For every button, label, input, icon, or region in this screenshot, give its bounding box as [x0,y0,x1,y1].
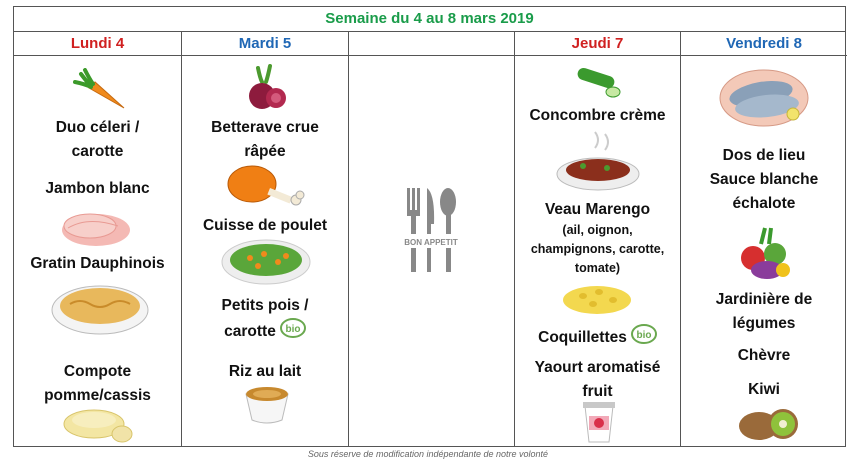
dish-side-line2 [182,318,348,346]
dish-dessert-line1: Compote [63,363,132,380]
svg-text:BON APPETIT: BON APPETIT [404,238,458,247]
compote-icon [60,404,136,446]
header-tuesday: Mardi 5 [182,32,348,56]
vegetables-icon [735,224,795,282]
kiwi-icon [737,404,801,444]
header-monday: Lundi 4 [14,32,181,56]
menu-table [13,6,846,447]
cucumber-icon [573,66,623,100]
column-tuesday [182,56,348,446]
dish-main-detail-line3: tomate) [574,261,621,275]
fish-icon [717,64,811,130]
cutlery-icon [401,184,461,278]
dish-main-line1: Dos de lieu [722,147,806,164]
dish-main-detail-line1: (ail, oignon, [562,223,633,237]
column-wednesday [349,56,514,446]
yogurt-icon [581,400,617,446]
dish-dessert-line2: fruit [582,383,613,400]
beetroot-icon [240,64,290,114]
dish-main: Cuisse de poulet [202,217,328,234]
dish-side-line [515,324,680,352]
dish-side-line1: Jardinière de [715,291,813,308]
column-friday [681,56,847,446]
dish-side-line1: Petits pois / [221,297,309,314]
dish-main-detail-line2: champignons, carotte, [530,242,665,256]
dish-main-line2: Sauce blanche [709,171,819,188]
peas-carrots-icon [220,238,312,286]
bio-badge [631,324,657,352]
dish-side-line2: légumes [732,315,796,332]
header-thursday: Jeudi 7 [515,32,680,56]
dish-starter-line2: râpée [244,143,286,160]
dish-dessert: Riz au lait [228,363,302,380]
carrot-icon [69,68,127,112]
gratin-icon [50,274,150,336]
dish-main-line3: échalote [732,195,796,212]
header-wednesday [349,32,514,56]
pasta-icon [559,276,635,318]
veal-dish-icon [555,130,641,194]
footer-note: Sous réserve de modification indépendante de notre volonté [307,449,549,459]
dish-dessert: Kiwi [748,381,780,398]
header-friday: Vendredi 8 [681,32,847,56]
svg-text:bio: bio [636,330,652,341]
column-monday [14,56,181,446]
dish-main: Veau Marengo [544,201,651,218]
svg-text:bio: bio [285,324,301,335]
dish-dessert-line2: pomme/cassis [44,387,151,404]
dish-dessert-line1: Yaourt aromatisé [534,359,661,376]
rice-pudding-icon [242,382,292,426]
dish-starter-line1: Betterave crue [211,119,319,136]
dish-main: Jambon blanc [45,180,150,197]
dish-starter: Concombre crème [529,107,666,124]
menu-title: Semaine du 4 au 8 mars 2019 [14,7,845,32]
dish-starter-line2: carotte [71,143,124,160]
ham-icon [58,204,134,250]
dish-side: Gratin Dauphinois [30,255,165,272]
bio-badge [280,318,306,346]
dish-side: Coquillettes [538,329,627,347]
chicken-leg-icon [226,162,306,210]
dish-cheese: Chèvre [737,347,791,364]
dish-side-text: carotte [224,323,276,341]
column-thursday [515,56,680,446]
dish-starter-line1: Duo céleri / [55,119,140,136]
